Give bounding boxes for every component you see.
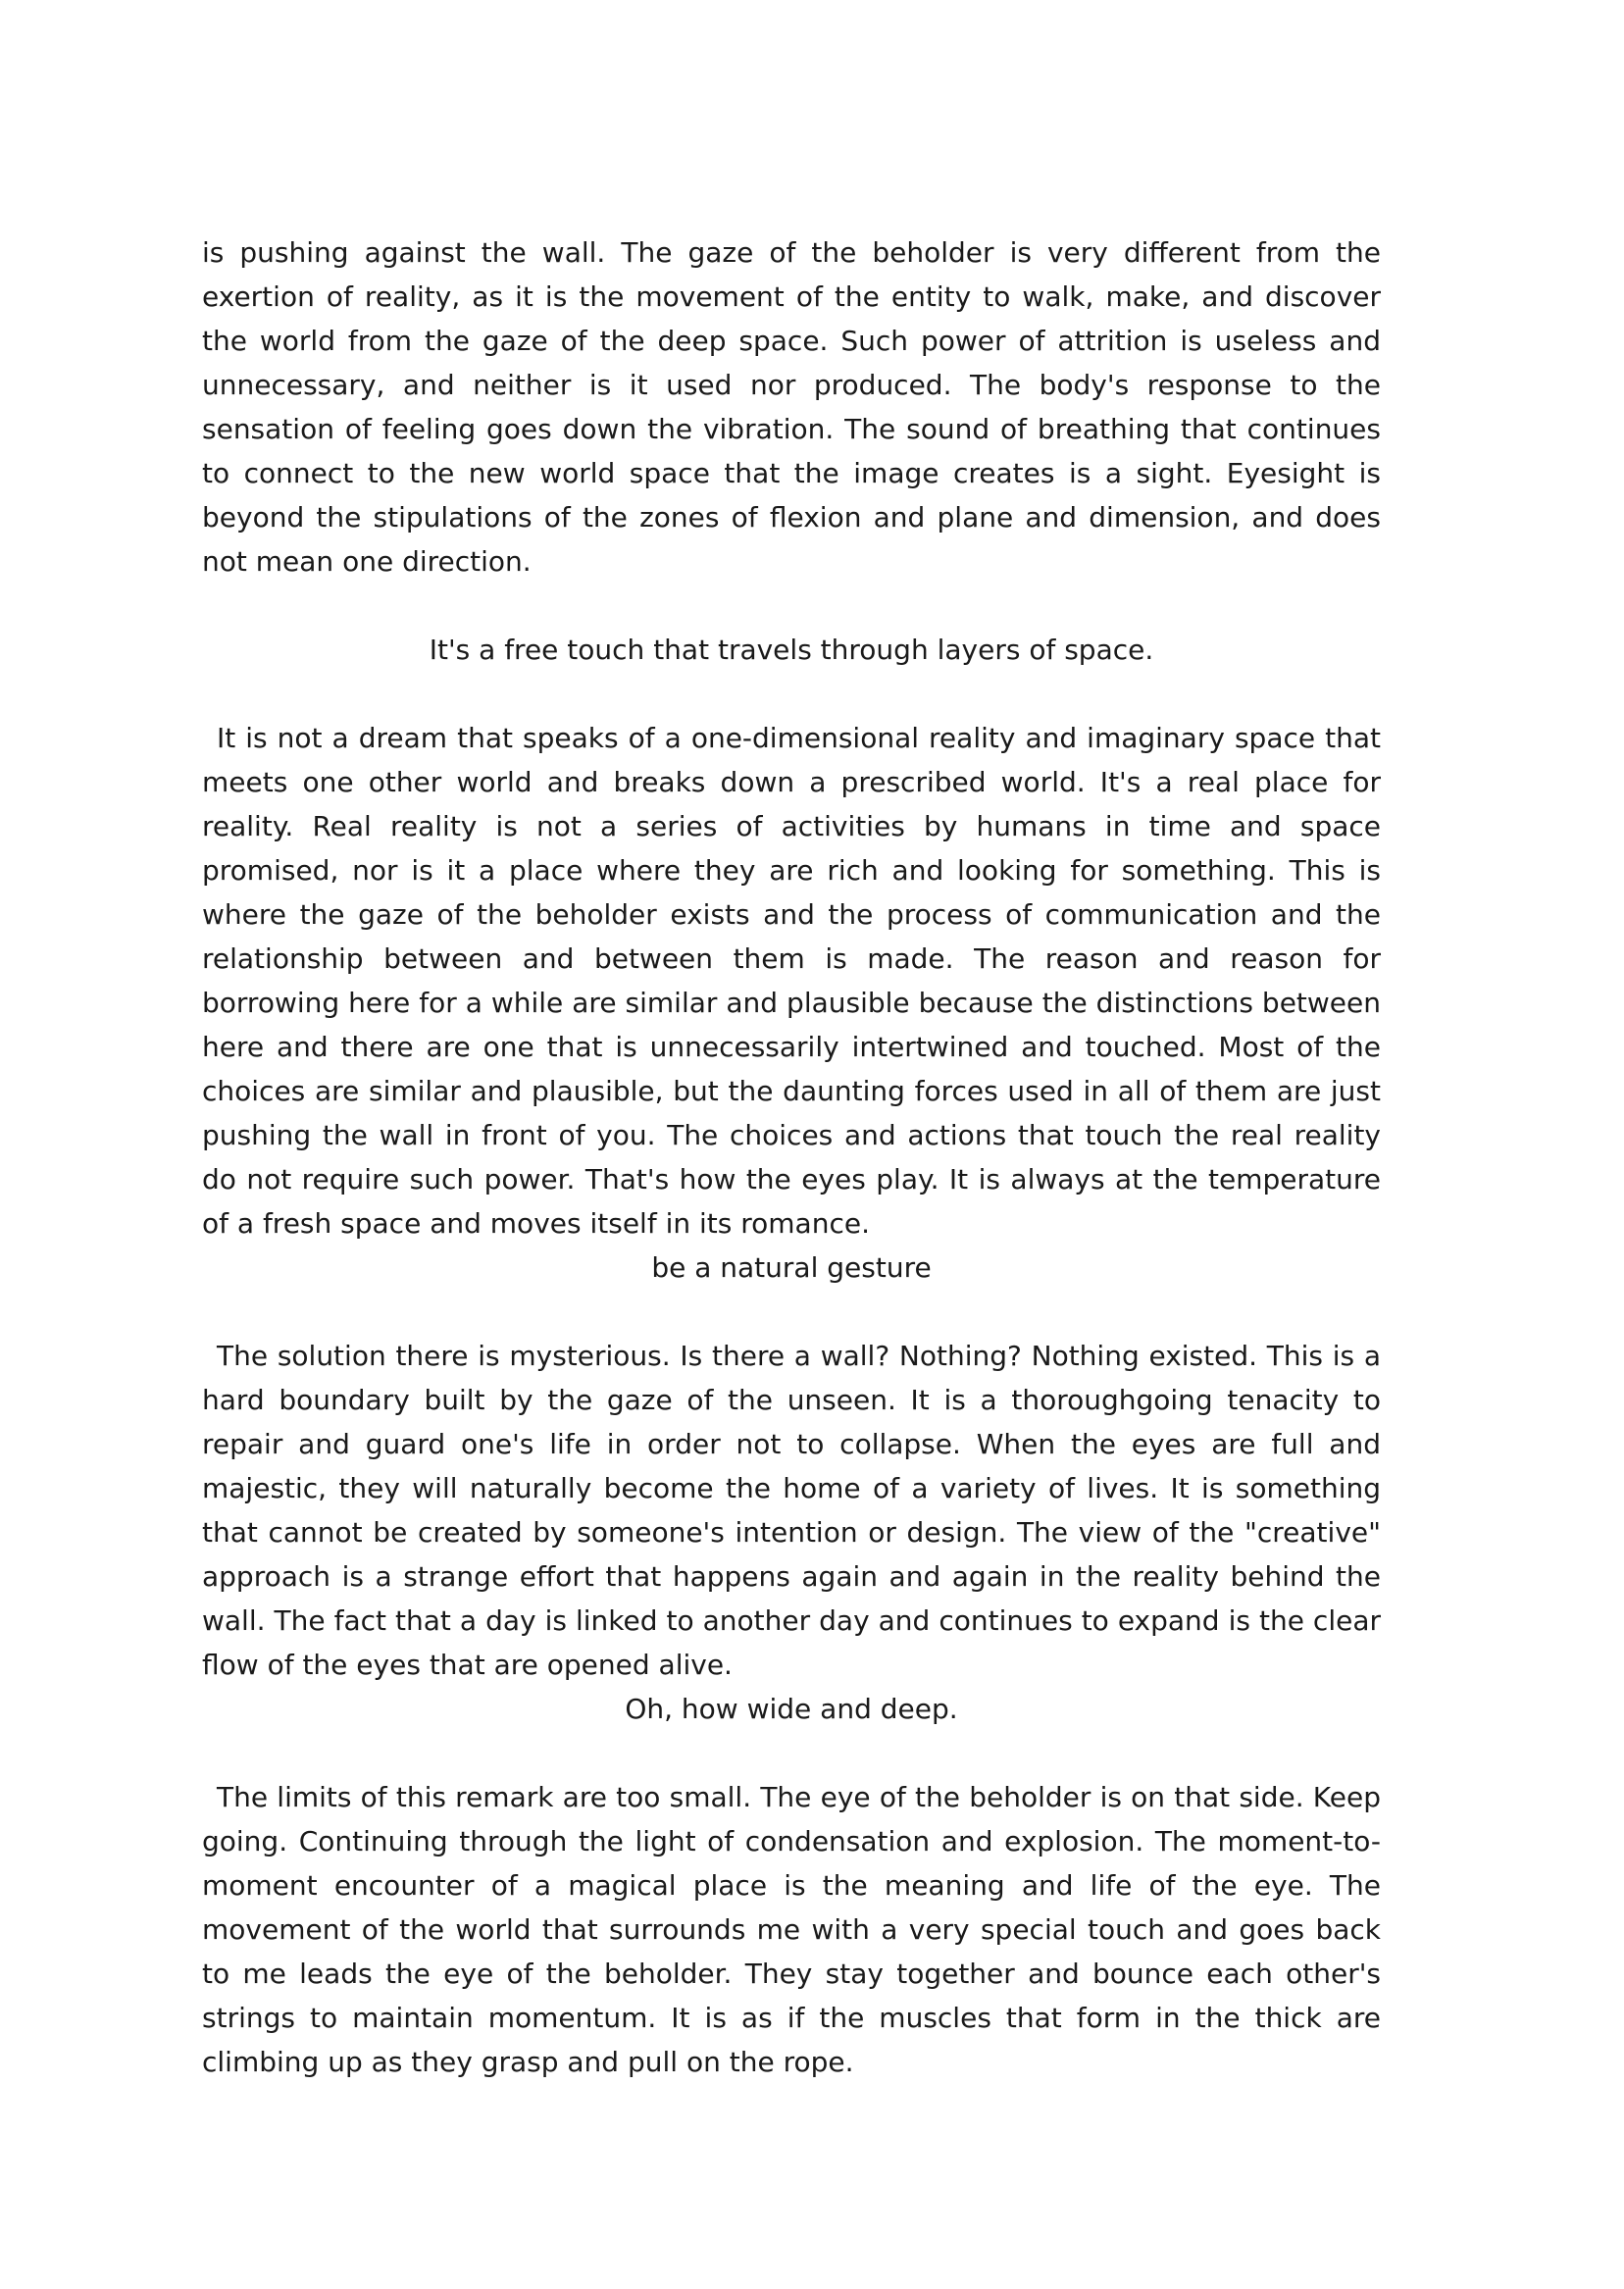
centered-heading-3: Oh, how wide and deep. [625,1693,958,1725]
spacer [202,1290,1381,1334]
centered-heading-2: be a natural gesture [651,1251,932,1284]
paragraph-2: It is not a dream that speaks of a one-dimensional reality and imaginary space that meets one other world and breaks down a prescribed world. It's a real place for reality. Real reality is not a series of activities by humans in time and space promised, nor is it a place where they are rich and looking for something. This is where the gaze of the beholder exists and the process of communication and the relationship between and between them is made. The reason and reason for borrowing here for a while are similar and plausible because the distinctions between here and there are one that is unnecessarily intertwined and touched. Most of the choices are similar and plausible, but the daunting forces used in all of them are just pushing the wall in front of you. The choices and actions that touch the real reality do not require such power. That's how the eyes play. It is always at the temperature of a fresh space and moves itself in its romance. [202,722,1381,1240]
paragraph-4: The limits of this remark are too small. The eye of the beholder is on that side. Keep going. Continuing through the light of condensation and explosion. The moment-to-moment encounter of a magical place is the meaning and life of the eye. The movement of the world that surrounds me with a very special touch and goes back to me leads the eye of the beholder. They stay together and bounce each other's strings to maintain momentum. It is as if the muscles that form in the thick are climbing up as they grasp and pull on the rope. [202,1781,1381,2078]
spacer [202,1731,1381,1775]
spacer [202,672,1381,716]
centered-heading-1: It's a free touch that travels through layers of space. [429,634,1154,666]
paragraph-3: The solution there is mysterious. Is there a wall? Nothing? Nothing existed. This is a hard boundary built by the gaze of the unseen. It is a thoroughgoing tenacity to repair and guard one's life in order not to collapse. When the eyes are full and majestic, they will naturally become the home of a variety of lives. It is something that cannot be created by someone's intention or design. The view of the "creative" approach is a strange effort that happens again and again in the reality behind the wall. The fact that a day is linked to another day and continues to expand is the clear flow of the eyes that are opened alive. [202,1340,1381,1681]
paragraph-1: is pushing against the wall. The gaze of the beholder is very different from the exertion of reality, as it is the movement of the entity to walk, make, and discover the world from the gaze of the deep space. Such power of attrition is useless and unnecessary, and neither is it used nor produced. The body's response to the sensation of feeling goes down the vibration. The sound of breathing that continues to connect to the new world space that the image creates is a sight. Eyesight is beyond the stipulations of the zones of flexion and plane and dimension, and does not mean one direction. [202,236,1381,578]
text-column [202,230,1381,2084]
spacer [202,584,1381,628]
